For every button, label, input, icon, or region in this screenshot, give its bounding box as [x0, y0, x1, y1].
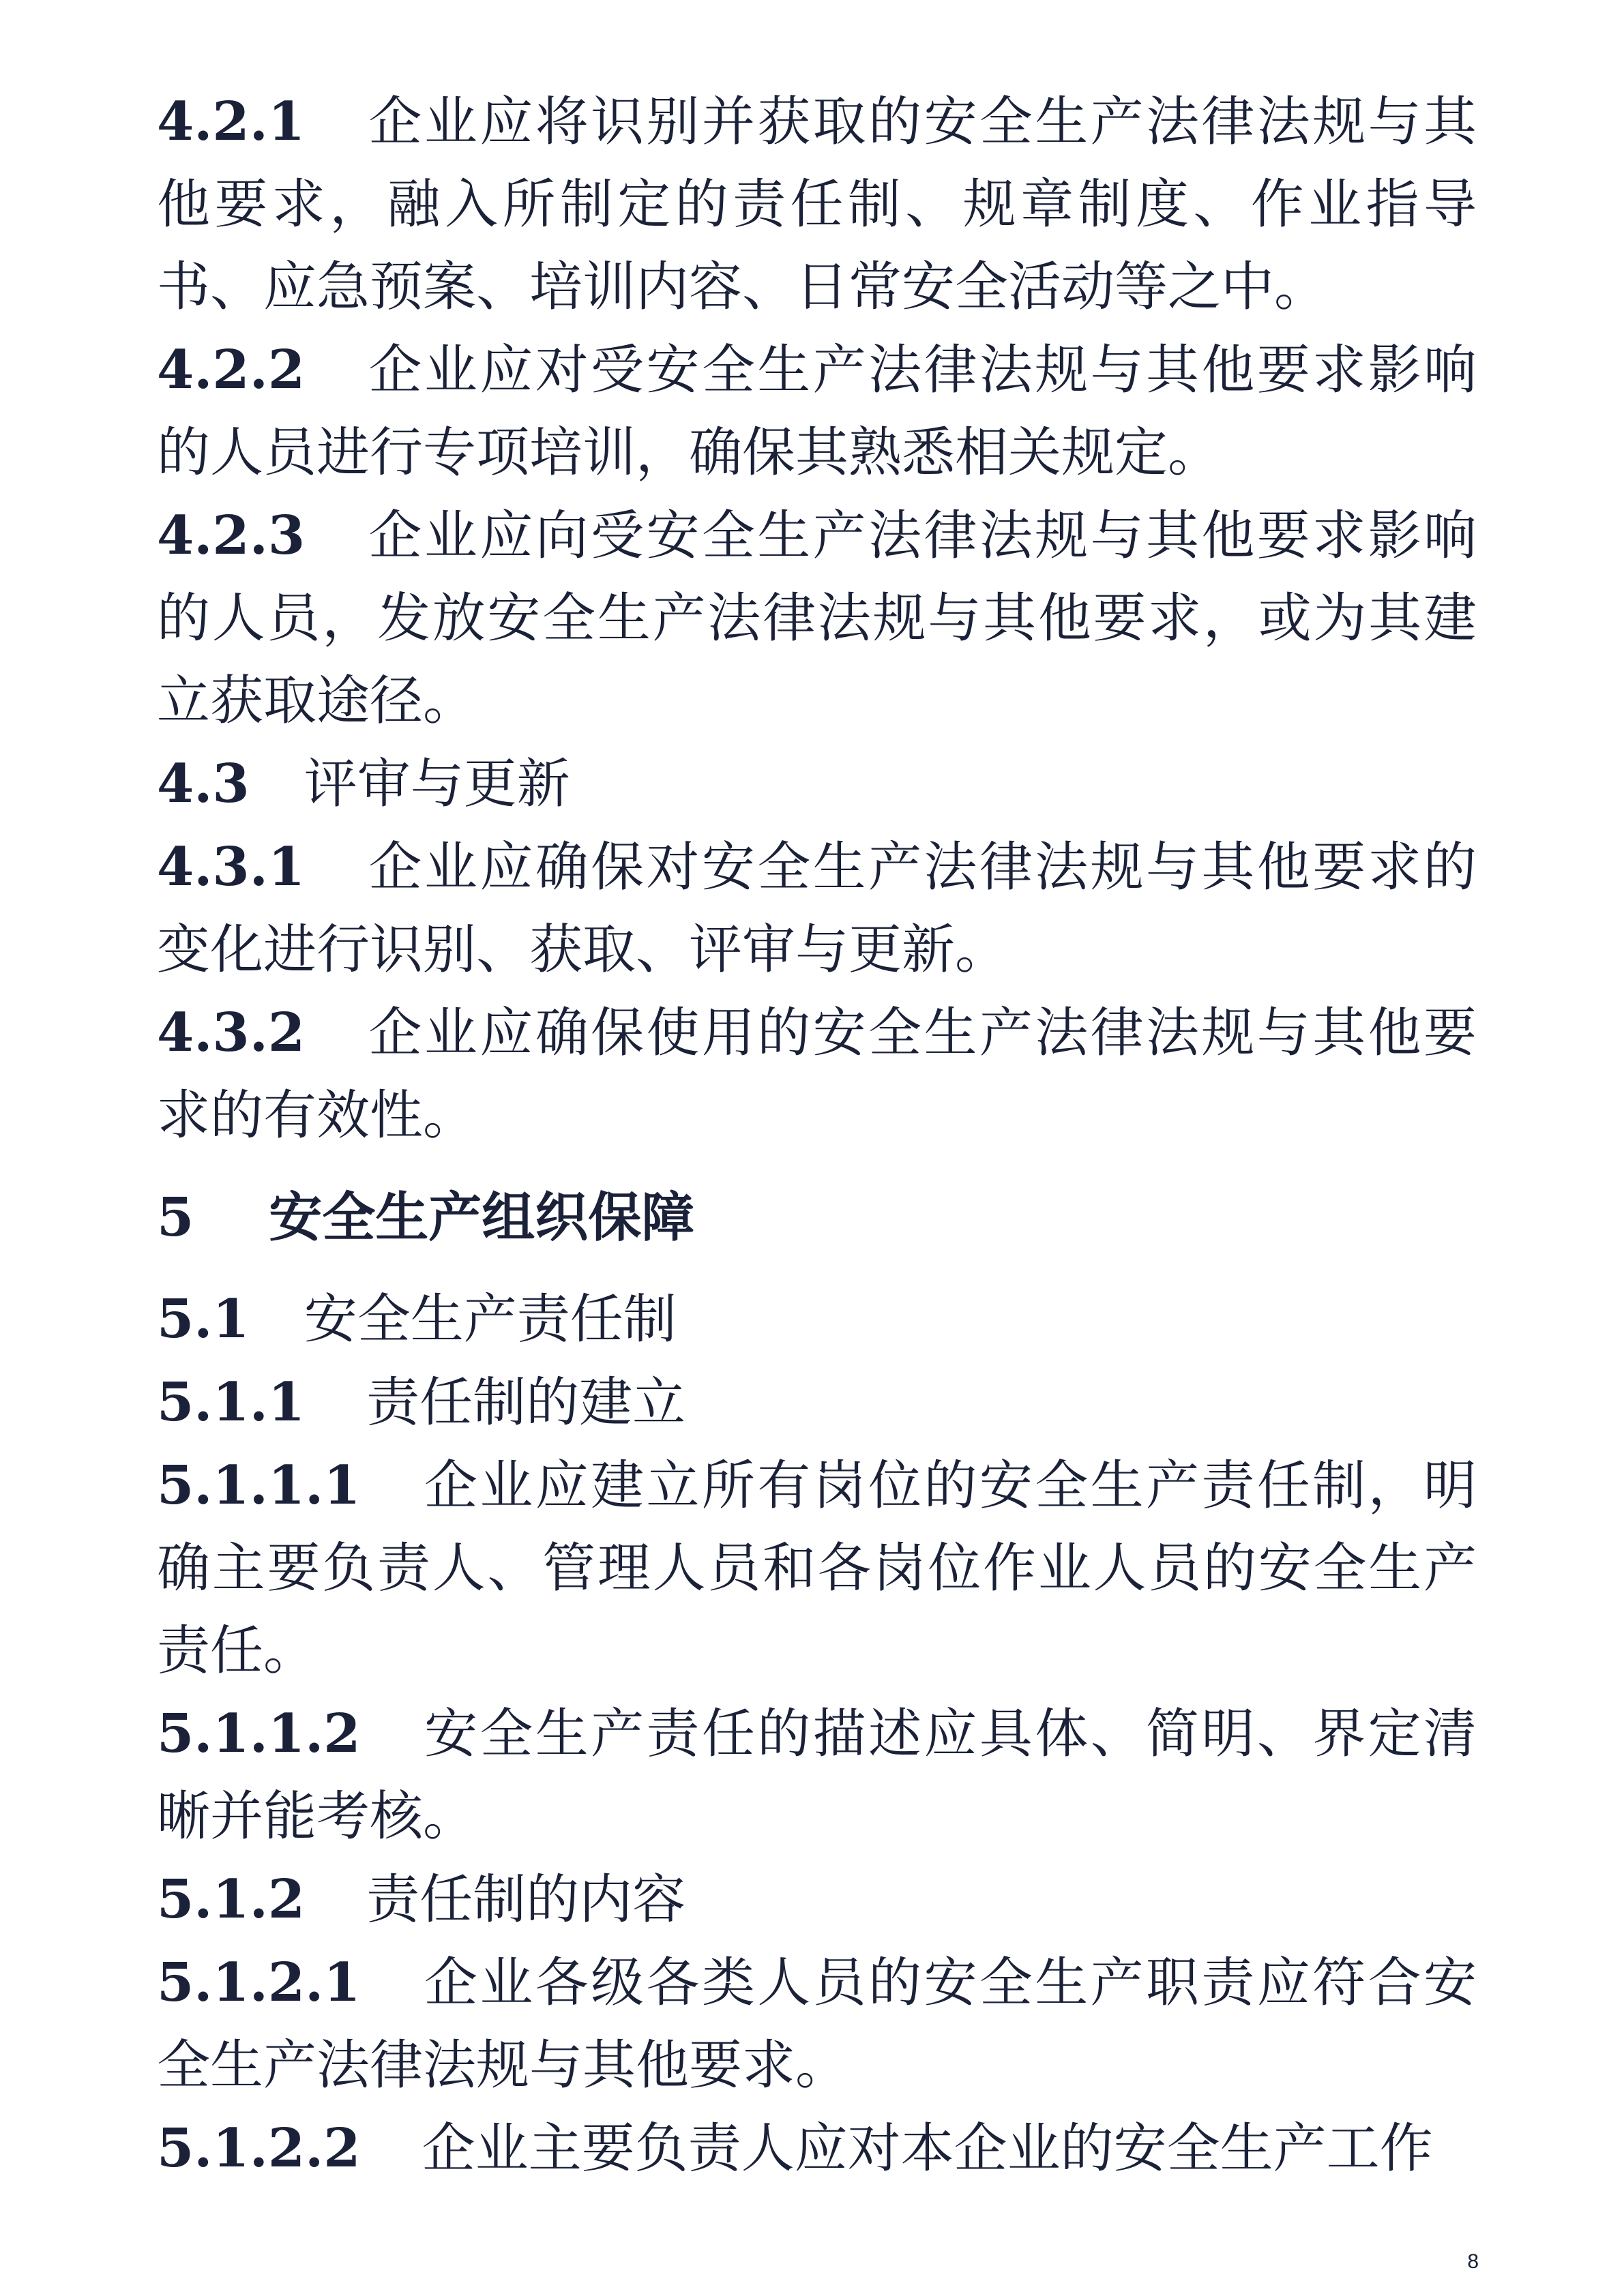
clause	[157, 80, 1477, 329]
clause-text: 企业各级各类人员的安全生产职责应符合安全生产法律法规与其他要求。	[157, 1952, 1477, 2096]
clause-number: 4.3	[157, 753, 250, 815]
clause-text: 企业应建立所有岗位的安全生产责任制，明确主要负责人、管理人员和各岗位作业人员的安全生产责任。	[157, 1455, 1477, 1682]
subsection-heading	[157, 1361, 1477, 1444]
subsection-heading	[157, 1858, 1477, 1941]
subsection-heading	[157, 743, 1477, 826]
clause	[157, 1444, 1477, 1693]
clause-number: 5.1.2.1	[157, 1952, 361, 2014]
clause-text: 安全生产责任的描述应具体、简明、界定清晰并能考核。	[157, 1703, 1477, 1847]
clause-text: 企业应对受安全生产法律法规与其他要求影响的人员进行专项培训，确保其熟悉相关规定。	[157, 340, 1477, 483]
section-title: 安全生产组织保障	[269, 1187, 695, 1249]
clause-number: 4.2.1	[157, 91, 306, 153]
clause-number: 4.3.1	[157, 836, 306, 898]
clause	[157, 1941, 1477, 2107]
clause	[157, 1693, 1477, 1858]
clause-number: 5.1.1.2	[157, 1703, 361, 1765]
clause	[157, 2107, 1477, 2190]
clause-text: 评审与更新	[304, 754, 570, 815]
clause-text: 企业应将识别并获取的安全生产法律法规与其他要求，融入所制定的责任制、规章制度、作业指导书、应急预案、培训内容、日常安全活动等之中。	[157, 91, 1477, 318]
clause-number: 4.2.2	[157, 339, 306, 401]
clause-text: 企业应确保对安全生产法律法规与其他要求的变化进行识别、获取、评审与更新。	[157, 837, 1477, 981]
clause-number: 4.2.3	[157, 505, 306, 567]
page-number: 8	[1467, 2250, 1479, 2273]
section-heading	[157, 1176, 1477, 1259]
clause	[157, 992, 1477, 1157]
clause-text: 责任制的内容	[366, 1869, 686, 1930]
clause-text: 安全生产责任制	[304, 1289, 677, 1350]
clause-text: 企业应向受安全生产法律法规与其他要求影响的人员，发放安全生产法律法规与其他要求，或为其建立获取途径。	[157, 505, 1477, 732]
page-content	[157, 80, 1477, 2190]
clause-number: 4.3.2	[157, 1002, 306, 1064]
clause-text: 企业主要负责人应对本企业的安全生产工作	[422, 2118, 1433, 2179]
clause-number: 5.1	[157, 1288, 250, 1350]
clause	[157, 826, 1477, 992]
section-number: 5	[157, 1187, 194, 1249]
clause-number: 5.1.2.2	[157, 2117, 361, 2179]
clause-number: 5.1.2	[157, 1868, 306, 1930]
clause-number: 5.1.1.1	[157, 1455, 361, 1517]
subsection-heading	[157, 1278, 1477, 1361]
clause	[157, 329, 1477, 494]
clause-text: 企业应确保使用的安全生产法律法规与其他要求的有效性。	[157, 1002, 1477, 1146]
clause-text: 责任制的建立	[366, 1372, 686, 1433]
clause-number: 5.1.1	[157, 1371, 306, 1433]
clause	[157, 494, 1477, 743]
